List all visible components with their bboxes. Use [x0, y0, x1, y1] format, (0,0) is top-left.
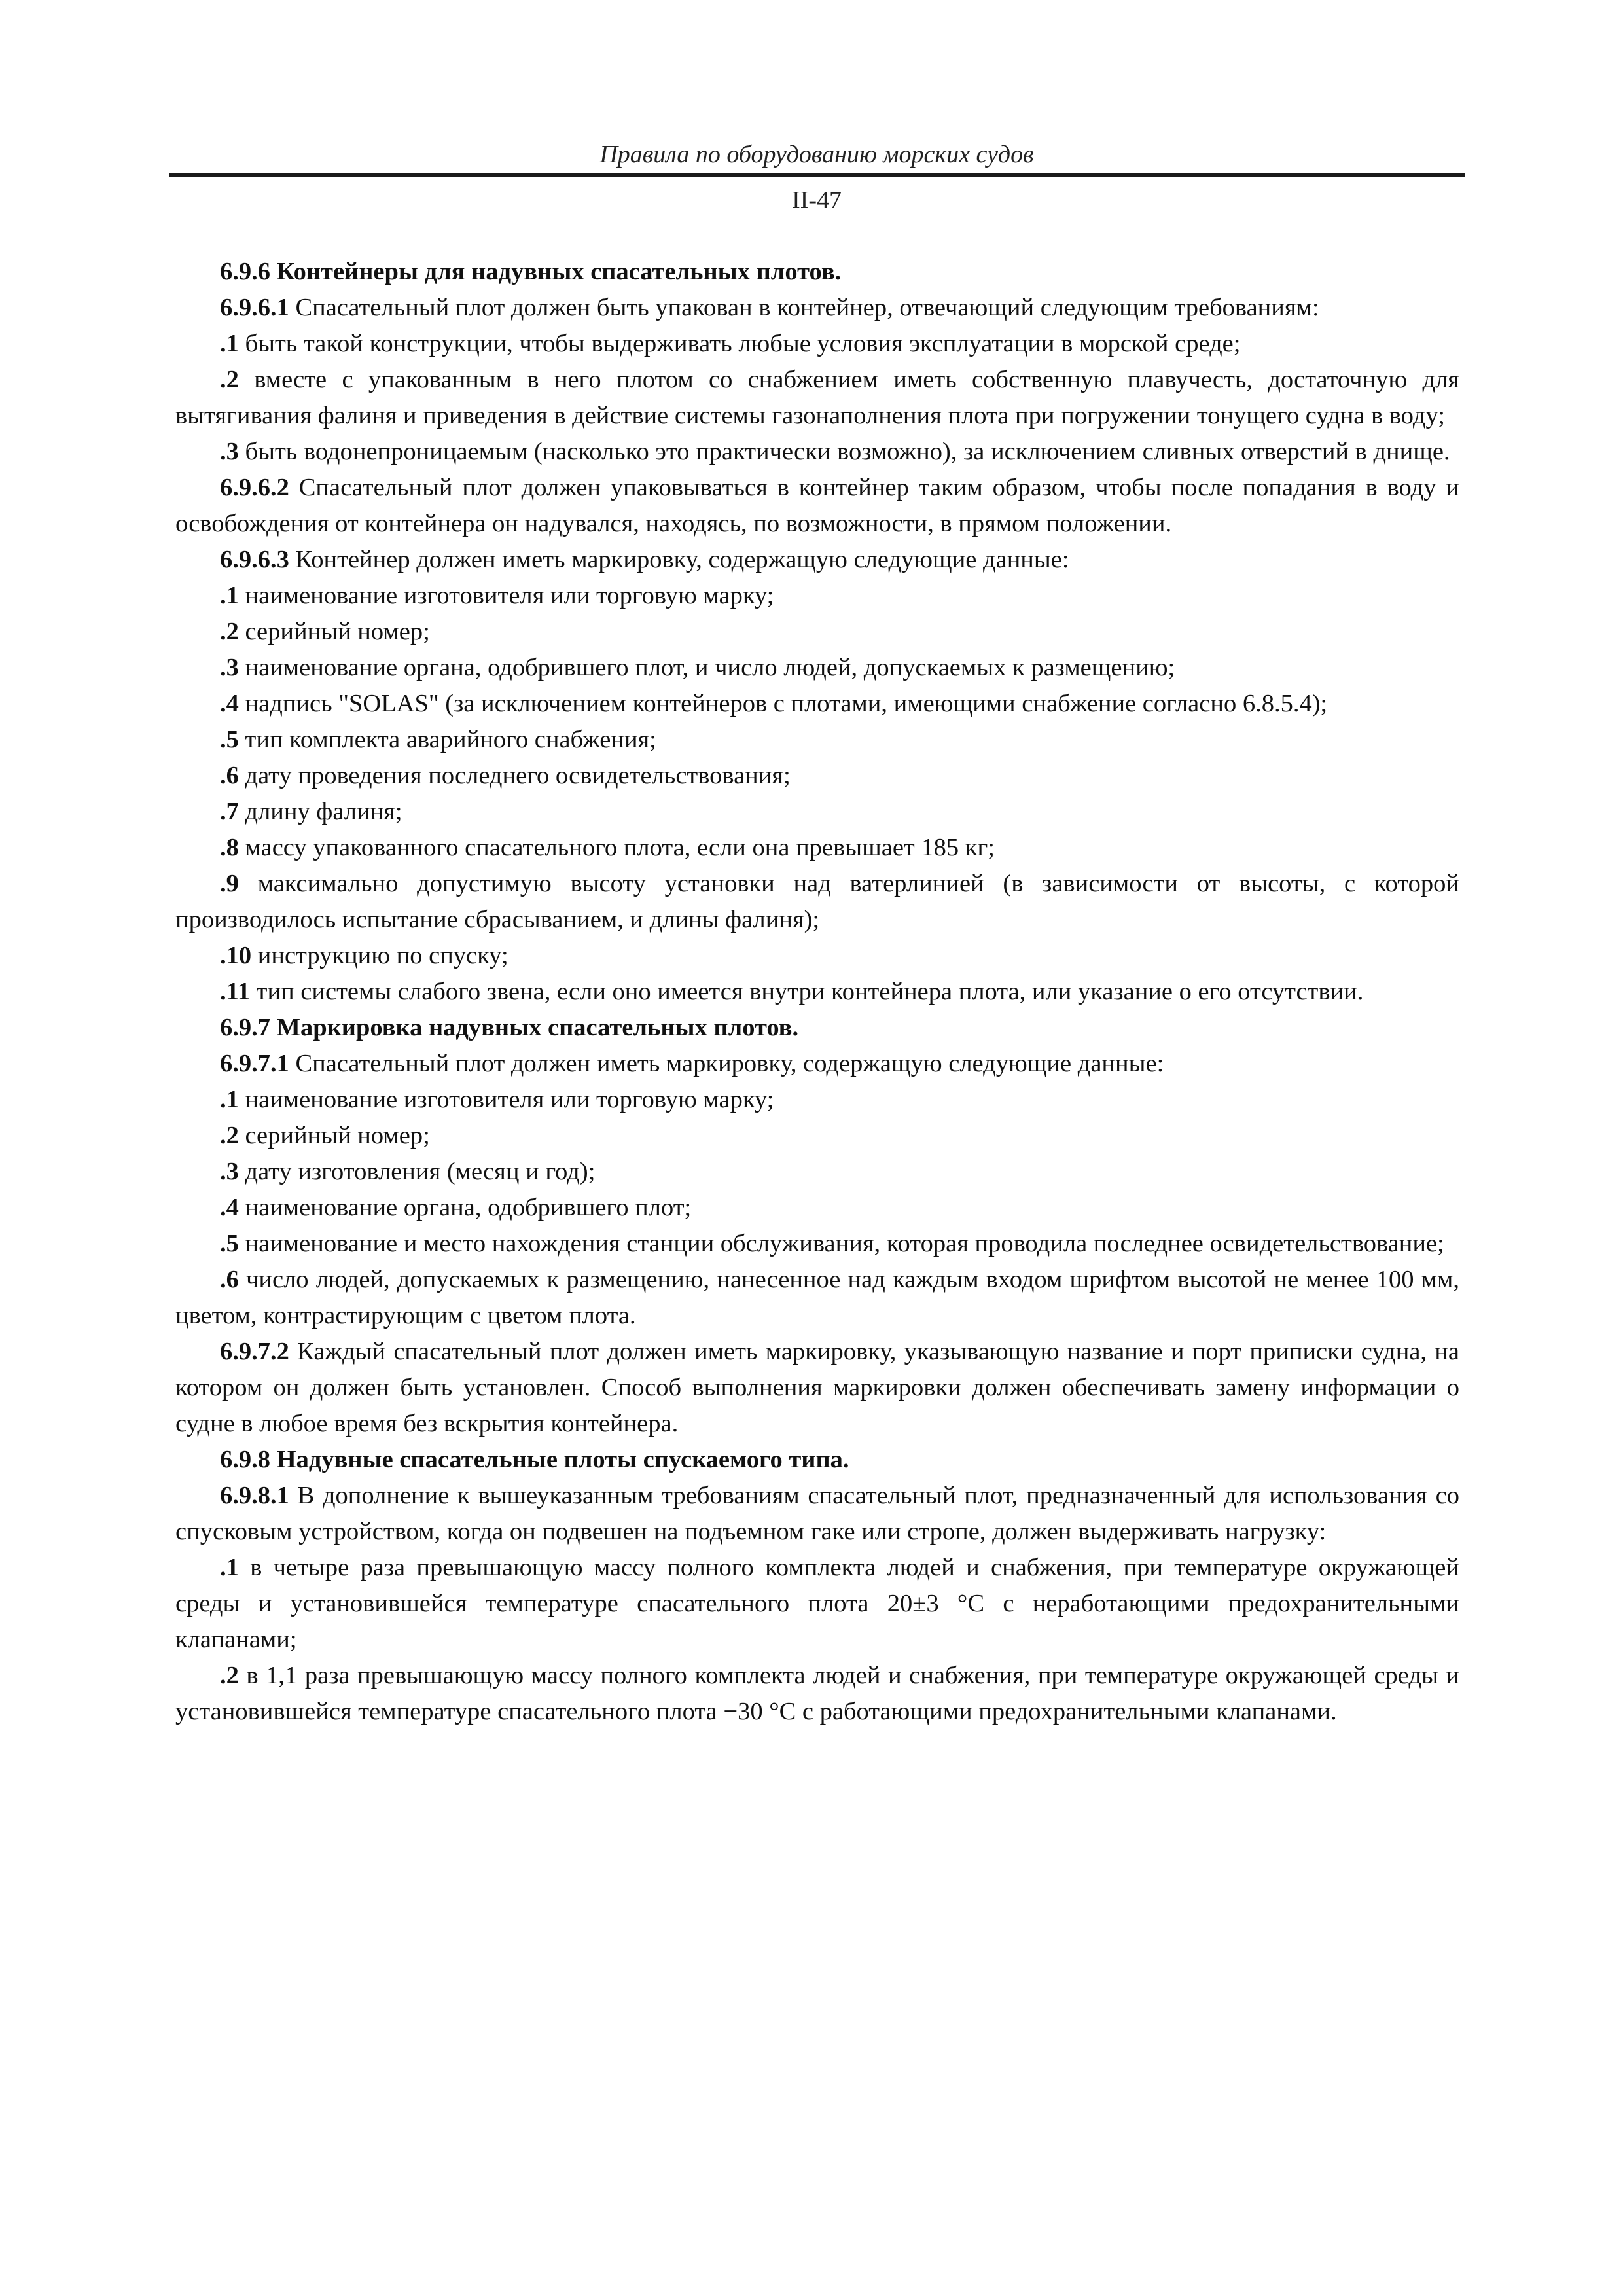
list-item: .3 быть водонепроницаемым (насколько это практически возможно), за исключением сливных отверстий в днище. [220, 438, 1450, 465]
list-item: .1 в четыре раза превышающую массу полного комплекта людей и снабжения, при температуре окружающей среды и установившейся температуре спасательного плота 20±3 °С с неработающими предохранительными клапанами; [175, 1554, 1459, 1653]
section-heading-6-9-6: 6.9.6 Контейнеры для надувных спасательных плотов. [220, 258, 842, 285]
list-item: .3 дату изготовления (месяц и год); [220, 1158, 596, 1185]
list-item: .6 дату проведения последнего освидетельствования; [220, 762, 791, 789]
item-number: .5 [220, 1230, 239, 1257]
list-item: .10 инструкцию по спуску; [220, 942, 508, 969]
list-item: .7 длину фалиня; [220, 798, 402, 825]
header-rule [169, 173, 1465, 177]
section-heading-6-9-8: 6.9.8 Надувные спасательные плоты спускаемого типа. [220, 1446, 849, 1473]
clause-6-9-6-2: 6.9.6.2 Спасательный плот должен упаковываться в контейнер таким образом, чтобы после попадания в воду и освобождения от контейнера он надувался, находясь, по возможности, в прямом положении. [175, 474, 1459, 537]
list-item: .5 тип комплекта аварийного снабжения; [220, 726, 656, 753]
item-number: .3 [220, 438, 239, 465]
list-item: .8 массу упакованного спасательного плота, если она превышает 185 кг; [220, 834, 995, 861]
clause-6-9-8-1: 6.9.8.1 В дополнение к вышеуказанным требованиям спасательный плот, предназначенный для использования со спусковым устройством, когда он подвешен на подъемном гаке или стропе, должен выдерживать нагрузку: [175, 1482, 1459, 1545]
clause-number: 6.9.6.3 [220, 546, 289, 573]
item-number: .5 [220, 726, 239, 753]
item-number: .3 [220, 654, 239, 681]
item-number: .1 [220, 1554, 239, 1581]
item-number: .7 [220, 798, 239, 825]
item-number: .2 [220, 366, 239, 393]
list-item: .6 число людей, допускаемых к размещению, нанесенное над каждым входом шрифтом высотой не менее 100 мм, цветом, контрастирующим с цветом плота. [175, 1266, 1459, 1329]
list-item: .5 наименование и место нахождения станции обслуживания, которая проводила последнее освидетельствование; [220, 1230, 1444, 1257]
clause-number: 6.9.8.1 [220, 1482, 289, 1509]
list-item: .1 быть такой конструкции, чтобы выдерживать любые условия эксплуатации в морской среде; [220, 330, 1241, 357]
list-item: .4 надпись "SOLAS" (за исключением контейнеров с плотами, имеющими снабжение согласно 6.8.5.4); [220, 690, 1328, 717]
list-item: .2 в 1,1 раза превышающую массу полного комплекта людей и снабжения, при температуре окружающей среды и установившейся температуре спасательного плота −30 °С с работающими предохранительными клапанами. [175, 1662, 1459, 1725]
item-number: .11 [220, 978, 251, 1005]
list-item: .4 наименование органа, одобрившего плот; [220, 1194, 692, 1221]
clause-6-9-7-1: 6.9.7.1 Спасательный плот должен иметь маркировку, содержащую следующие данные: [220, 1050, 1164, 1077]
list-item: .3 наименование органа, одобрившего плот, и число людей, допускаемых к размещению; [220, 654, 1175, 681]
clause-6-9-6-3: 6.9.6.3 Контейнер должен иметь маркировку, содержащую следующие данные: [220, 546, 1069, 573]
clause-6-9-7-2: 6.9.7.2 Каждый спасательный плот должен иметь маркировку, указывающую название и порт приписки судна, на котором он должен быть установлен. Способ выполнения маркировки должен обеспечивать замену информации о судне в любое время без вскрытия контейнера. [175, 1338, 1459, 1437]
item-number: .6 [220, 1266, 239, 1293]
item-number: .1 [220, 582, 239, 609]
page-header [169, 139, 1465, 216]
item-number: .2 [220, 618, 239, 645]
item-number: .4 [220, 1194, 239, 1221]
item-number: .9 [220, 870, 239, 897]
item-number: .1 [220, 1086, 239, 1113]
section-heading-6-9-7: 6.9.7 Маркировка надувных спасательных плотов. [220, 1014, 799, 1041]
item-number: .10 [220, 942, 252, 969]
item-number: .8 [220, 834, 239, 861]
clause-number: 6.9.7.2 [220, 1338, 289, 1365]
item-number: .6 [220, 762, 239, 789]
page-number: II-47 [792, 187, 842, 214]
clause-number: 6.9.7.1 [220, 1050, 289, 1077]
running-title: Правила по оборудованию морских судов [599, 141, 1034, 168]
list-item: .2 серийный номер; [220, 618, 430, 645]
clause-number: 6.9.6.2 [220, 474, 289, 501]
item-number: .2 [220, 1662, 239, 1689]
list-item: .1 наименование изготовителя или торговую марку; [220, 582, 774, 609]
clause-6-9-6-1: 6.9.6.1 Спасательный плот должен быть упакован в контейнер, отвечающий следующим требованиям: [220, 294, 1319, 321]
item-number: .4 [220, 690, 239, 717]
list-item: .2 вместе с упакованным в него плотом со снабжением иметь собственную плавучесть, достаточную для вытягивания фалиня и приведения в действие системы газонаполнения плота при погружении тонущего судна в воду; [175, 366, 1459, 429]
list-item: .2 серийный номер; [220, 1122, 430, 1149]
list-item: .1 наименование изготовителя или торговую марку; [220, 1086, 774, 1113]
list-item: .9 максимально допустимую высоту установки над ватерлинией (в зависимости от высоты, с которой производилось испытание сбрасыванием, и длины фалиня); [175, 870, 1459, 933]
item-number: .3 [220, 1158, 239, 1185]
item-number: .1 [220, 330, 239, 357]
item-number: .2 [220, 1122, 239, 1149]
document-body [175, 254, 1459, 1730]
clause-number: 6.9.6.1 [220, 294, 289, 321]
list-item: .11 тип системы слабого звена, если оно имеется внутри контейнера плота, или указание о его отсутствии. [220, 978, 1364, 1005]
